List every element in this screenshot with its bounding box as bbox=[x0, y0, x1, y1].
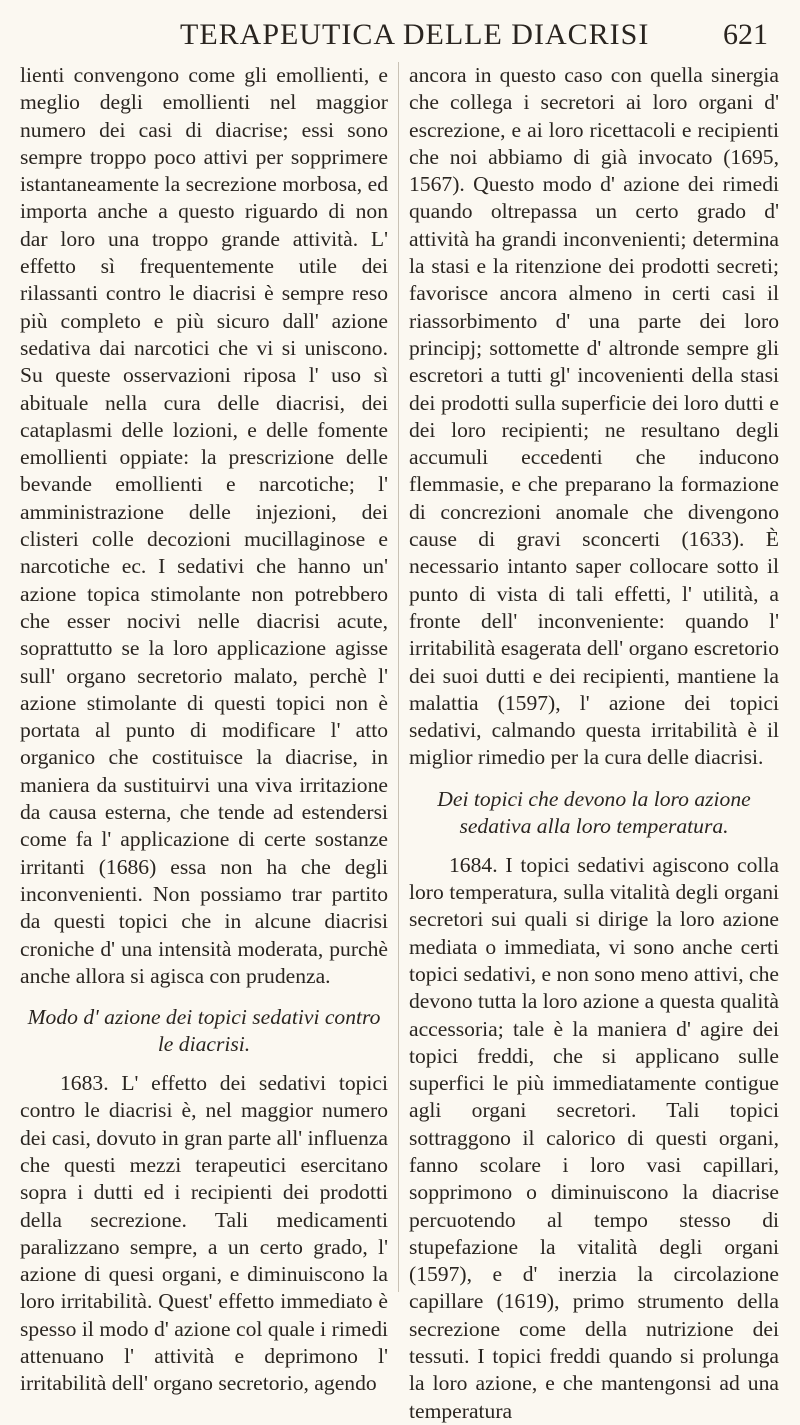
page-number: 621 bbox=[723, 18, 768, 51]
column-divider bbox=[398, 62, 399, 1292]
left-section-heading: Modo d' azione dei topici sedativi contro le diacrisi. bbox=[27, 1005, 381, 1057]
right-column bbox=[409, 62, 779, 1425]
page-header bbox=[0, 18, 800, 54]
left-column bbox=[20, 62, 388, 1398]
right-section-heading: Dei topici che devono la loro azione sedativa alla loro temperatura. bbox=[437, 786, 751, 838]
right-paragraph-1: ancora in questo caso con quella sinergia che collega i secretori ai loro organi d' escrezione, e ai loro ricettacoli e recipienti che noi abbiamo di già invocato (1695, 1567). Questo modo d' azione dei rimedi quando oltrepassa un certo grado d' attività ha grandi inconvenienti; determina la stasi e la ritenzione dei prodotti secreti; favorisce ancora almeno in certi casi il riassorbimento d' una parte dei loro principj; sottomette d' altronde sempre gli escretori a tutti gl' incovenienti della stasi dei prodotti sulla superficie dei loro dutti e dei loro recipienti; ne resultano degli accumuli eccedenti che inducono flemmasie, e che preparano la formazione di concrezioni anomale che divengono cause di gravi sconcerti (1633). È necessario intanto saper collocare sotto il punto di vista di tali effetti, l' utilità, a fronte dell' inconveniente: quando l' irritabilità esagerata dell' organo escretorio dei suoi dutti e dei recipienti, mantiene la malattia (1597), l' azione dei topici sedativi, calmando questa irritabilità è il miglior rimedio per la cura delle diacrisi. bbox=[409, 63, 779, 770]
right-paragraph-2: 1684. I topici sedativi agiscono colla loro temperatura, sulla vitalità degli organi secretori sui quali si dirige la loro azione mediata o immediata, vi sono anche certi topici sedativi, e non sono meno attivi, che devono tutta la loro azione a questa qualità accessoria; tale è la maniera d' agire dei topici freddi, che si applicano sulle superfici le più immediatamente contigue agli organi secretori. Tali topici sottraggono il calorico di questi organi, fanno scolare i loro vasi capillari, sopprimono o diminuiscono la diacrise percuotendo al tempo stesso di stupefazione la vitalità degli organi (1597), e d' inerzia la circolazione capillare (1619), primo strumento della secrezione come della nutrizione dei tessuti. I topici freddi quando si prolunga la loro azione, e che mantengonsi ad una temperatura bbox=[409, 852, 780, 1423]
running-title: TERAPEUTICA DELLE DIACRISI bbox=[180, 18, 650, 51]
left-paragraph-1: lienti convengono come gli emollienti, e meglio degli emollienti nel maggior numero dei casi di diacrise; essi sono sempre troppo poco attivi per sopprimere istantaneamente la secrezione morbosa, ed importa anche a questo riguardo di non dar loro una troppo grande attività. L' effetto sì frequentemente utile dei rilassanti contro le diacrisi è sempre reso più completo e più sicuro dall' azione sedativa dai narcotici che vi si uniscono. Su queste osservazioni riposa l' uso sì abituale nella cura delle diacrisi, dei cataplasmi delle lozioni, e delle fomente emollienti oppiate: la prescrizione delle bevande emollienti e narcotiche; l' amministrazione delle injezioni, dei clisteri colle decozioni mucillaginose e narcotiche ec. I sedativi che hanno un' azione topica stimolante non potrebbero che esser nocivi nelle diacrisi acute, soprattutto se la loro applicazione agisse sull' organo secretorio malato, perchè l' azione stimolante di questi topici non è portata al punto di modificare l' atto organico che costituisce la diacrise, in maniera da sustituirvi una viva irritazione da causa esterna, che tende ad estendersi come fa l' applicazione di certe sostanze irritanti (1686) essa non ha che degli inconvenienti. Non possiamo trar partito da questi topici che in alcune diacrisi croniche d' una intensità moderata, purchè anche allora si agisca con prudenza. bbox=[20, 63, 388, 988]
left-paragraph-2: 1683. L' effetto dei sedativi topici contro le diacrisi è, nel maggior numero dei casi, dovuto in gran parte all' influenza che questi mezzi terapeutici esercitano sopra i dutti ed i recipienti dei prodotti della secrezione. Tali medicamenti paralizzano sempre, a un certo grado, l' azione di quesi organi, e diminuiscono la loro irritabilità. Quest' effetto immediato è spesso il modo d' azione col quale i rimedi attenuano l' attività e deprimono l' irritabilità dell' organo secretorio, agendo bbox=[20, 1071, 388, 1396]
